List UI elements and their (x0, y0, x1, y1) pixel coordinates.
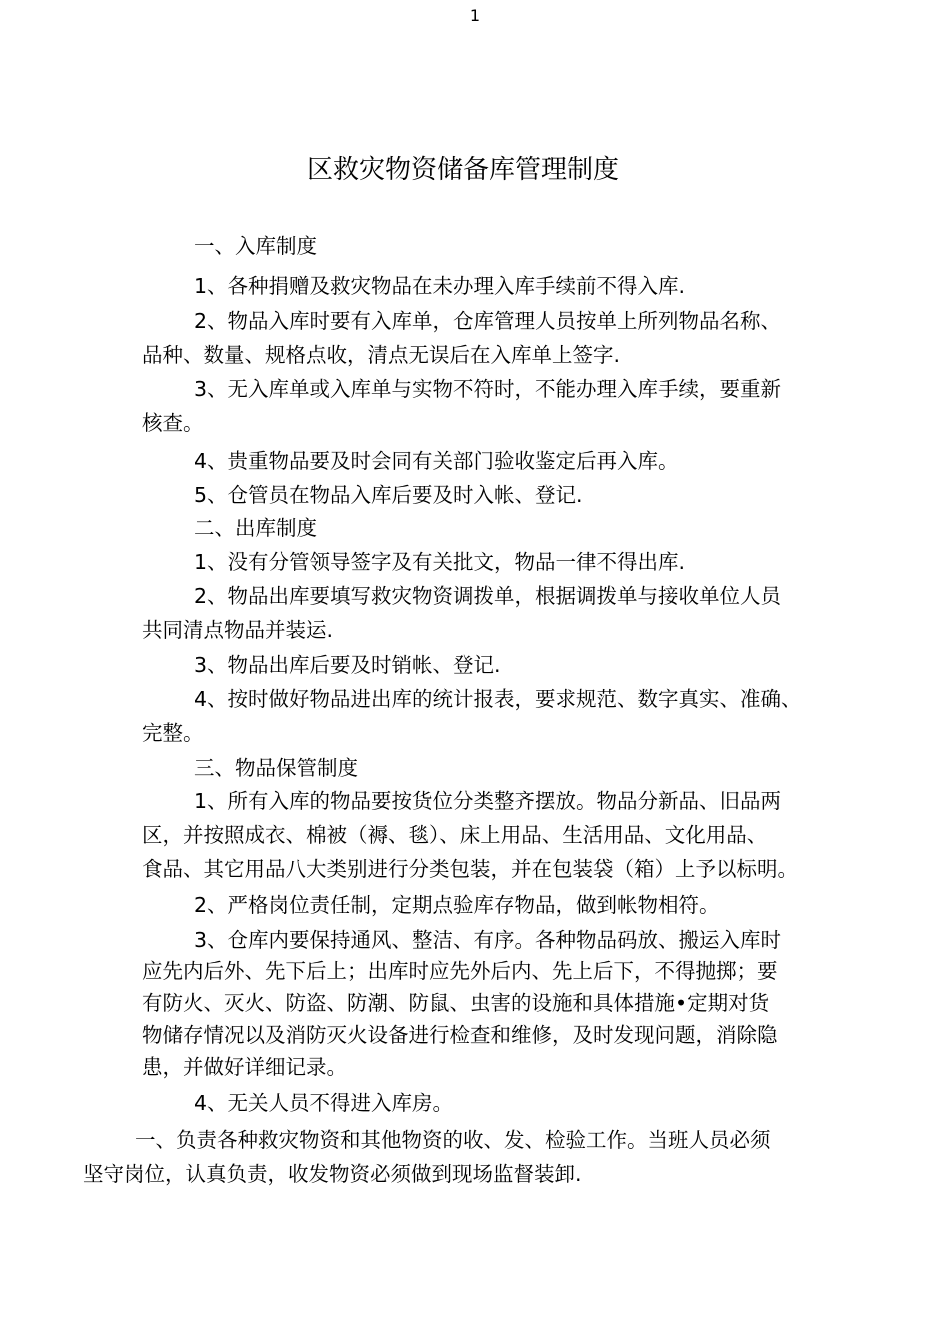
paragraph-line: 应先内后外、先下后上；出库时应先外后内、先上后下，不得抛掷；要 (142, 959, 778, 983)
document-title: 区救灾物资储备库管理制度 (307, 155, 620, 185)
paragraph-line: 5、仓管员在物品入库后要及时入帐、登记. (194, 483, 583, 507)
paragraph-line: 3、仓库内要保持通风、整洁、有序。各种物品码放、搬运入库时 (194, 928, 782, 952)
section-heading-inbound: 一、入库制度 (194, 234, 317, 258)
paragraph-line: 一、负责各种救灾物资和其他物资的收、发、检验工作。当班人员必须 (135, 1128, 771, 1152)
paragraph-line: 4、无关人员不得进入库房。 (194, 1091, 454, 1115)
section-heading-storage: 三、物品保管制度 (194, 756, 358, 780)
paragraph-line: 患，并做好详细记录。 (142, 1055, 347, 1079)
section-heading-outbound: 二、出库制度 (194, 516, 317, 540)
paragraph-line: 4、贵重物品要及时会同有关部门验收鉴定后再入库。 (194, 449, 679, 473)
page-number: 1 (469, 6, 481, 25)
paragraph-line: 食品、其它用品八大类别进行分类包装，并在包装袋（箱）上予以标明。 (142, 857, 798, 881)
paragraph-line: 3、物品出库后要及时销帐、登记. (194, 653, 501, 677)
paragraph-line: 品种、数量、规格点收，清点无误后在入库单上签字. (142, 343, 621, 367)
paragraph-line: 1、没有分管领导签字及有关批文，物品一律不得出库. (194, 550, 686, 574)
paragraph-line: 共同清点物品并装运. (142, 618, 334, 642)
paragraph-line: 1、所有入库的物品要按货位分类整齐摆放。物品分新品、旧品两 (194, 789, 782, 813)
paragraph-line: 区，并按照成衣、棉被（褥、毯）、床上用品、生活用品、文化用品、 (142, 823, 768, 847)
paragraph-line: 3、无入库单或入库单与实物不符时，不能办理入库手续，要重新 (194, 377, 782, 401)
paragraph-line: 有防火、灭火、防盗、防潮、防鼠、虫害的设施和具体措施•定期对货 (142, 991, 770, 1015)
paragraph-line: 2、严格岗位责任制，定期点验库存物品，做到帐物相符。 (194, 893, 720, 917)
paragraph-line: 4、按时做好物品进出库的统计报表，要求规范、数字真实、准确、 (194, 687, 802, 711)
paragraph-line: 2、物品入库时要有入库单，仓库管理人员按单上所列物品名称、 (194, 309, 782, 333)
paragraph-line: 坚守岗位，认真负责，收发物资必须做到现场监督装卸. (83, 1162, 582, 1186)
paragraph-line: 核查。 (142, 411, 204, 435)
paragraph-line: 2、物品出库要填写救灾物资调拨单，根据调拨单与接收单位人员 (194, 584, 782, 608)
paragraph-line: 物储存情况以及消防灭火设备进行检查和维修，及时发现问题，消除隐 (142, 1023, 778, 1047)
paragraph-line: 1、各种捐赠及救灾物品在未办理入库手续前不得入库. (194, 274, 686, 298)
paragraph-line: 完整。 (142, 721, 204, 745)
